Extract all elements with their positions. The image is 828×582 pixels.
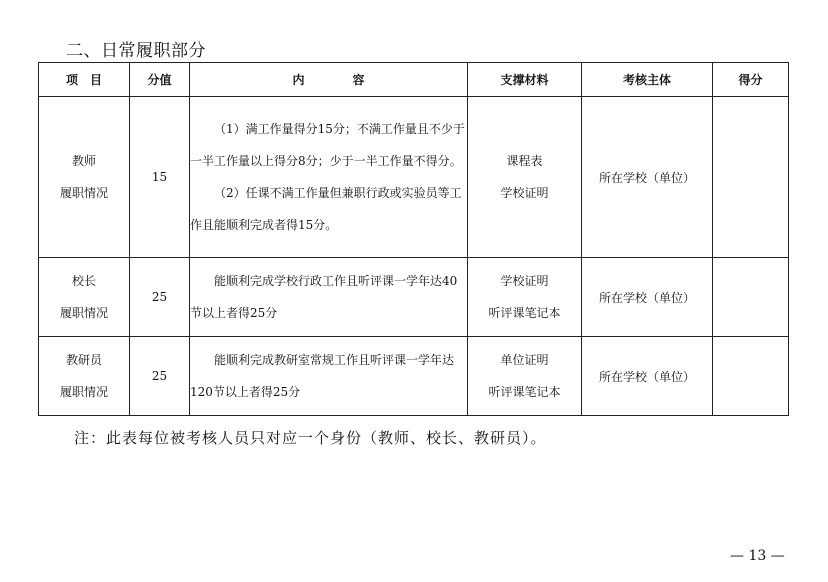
- content-paragraph: （2）任课不满工作量但兼职行政或实验员等工作且能顺利完成者得15分。: [190, 186, 462, 232]
- content-paragraph: （1）满工作量得分15分；不满工作量且不少于一半工作量以上得分8分；少于一半工作量不得分。: [190, 122, 465, 168]
- item-cell: [39, 97, 130, 258]
- score-cell: 15: [130, 97, 190, 258]
- header-materials: 支撑材料: [468, 63, 582, 97]
- points-cell: [713, 97, 789, 258]
- score-cell: 25: [130, 258, 190, 337]
- header-item: 项 目: [39, 63, 130, 97]
- assessment-table: [38, 62, 789, 416]
- item-name: 教研员: [65, 353, 102, 367]
- table-header-row: [39, 63, 789, 97]
- content-cell: [190, 258, 468, 337]
- header-score: 分值: [130, 63, 190, 97]
- item-sub: 履职情况: [59, 186, 108, 200]
- table-row: [39, 337, 789, 416]
- material-item: 单位证明: [500, 353, 549, 367]
- footnote: 注：此表每位被考核人员只对应一个身份（教师、校长、教研员）。: [74, 429, 547, 447]
- item-cell: [39, 258, 130, 337]
- score-cell: 25: [130, 337, 190, 416]
- item-name: 校长: [71, 274, 96, 288]
- assessor-cell: 所在学校（单位）: [582, 258, 713, 337]
- content-cell: [190, 97, 468, 258]
- item-name: 教师: [71, 154, 96, 168]
- material-item: 学校证明: [500, 186, 549, 200]
- assessor-cell: 所在学校（单位）: [582, 337, 713, 416]
- header-points: 得分: [713, 63, 789, 97]
- content-paragraph: 能顺利完成教研室常规工作且听评课一学年达120节以上者得25分: [190, 353, 455, 399]
- content-cell: [190, 337, 468, 416]
- table-row: [39, 258, 789, 337]
- item-cell: [39, 337, 130, 416]
- material-item: 听评课笔记本: [488, 385, 561, 399]
- material-item: 课程表: [506, 154, 543, 168]
- item-sub: 履职情况: [59, 385, 108, 399]
- item-sub: 履职情况: [59, 306, 108, 320]
- header-content: 内 容: [190, 63, 468, 97]
- materials-cell: [468, 337, 582, 416]
- header-assessor: 考核主体: [582, 63, 713, 97]
- points-cell: [713, 337, 789, 416]
- content-paragraph: 能顺利完成学校行政工作且听评课一学年达40节以上者得25分: [190, 274, 458, 320]
- section-title: 二、日常履职部分: [66, 41, 206, 61]
- material-item: 听评课笔记本: [488, 306, 561, 320]
- page-number: — 13 —: [730, 548, 785, 564]
- material-item: 学校证明: [500, 274, 549, 288]
- table-row: [39, 97, 789, 258]
- assessor-cell: 所在学校（单位）: [582, 97, 713, 258]
- materials-cell: [468, 258, 582, 337]
- points-cell: [713, 258, 789, 337]
- materials-cell: [468, 97, 582, 258]
